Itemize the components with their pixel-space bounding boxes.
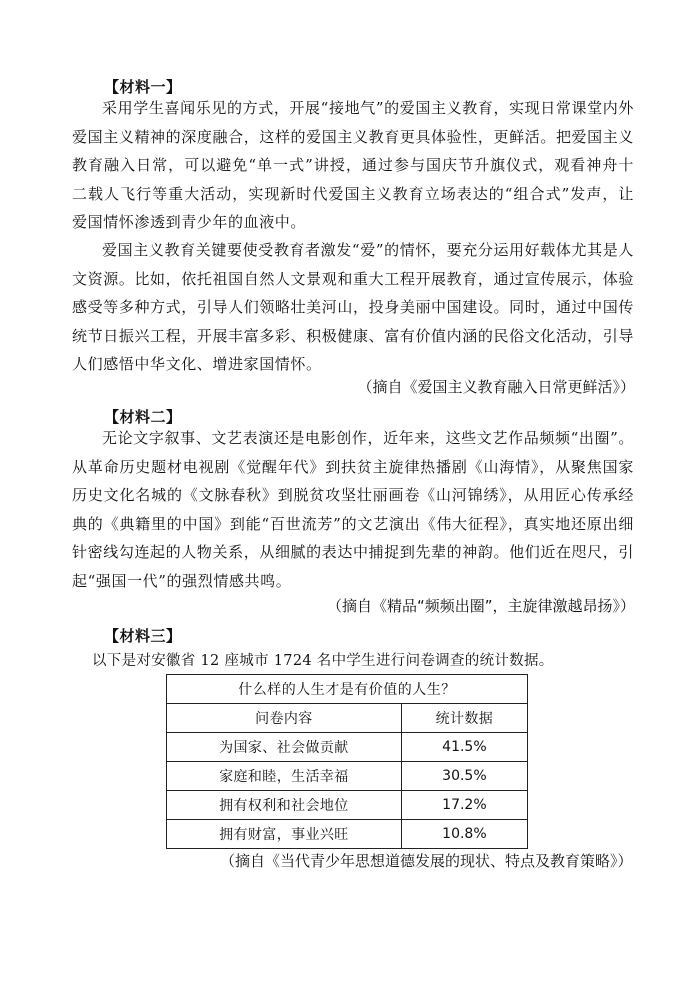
material-1-paragraph-1: 采用学生喜闻乐见的方式，开展“接地气”的爱国主义教育，实现日常课堂内外爱国主义精神的深度融合，这样的爱国主义教育更具体验性，更鲜活。把爱国主义教育融入日常，可以避免“单一式”讲授，通过参与国庆节升旗仪式，观看神舟十二载人飞行等重大活动，实现新时代爱国主义教育立场表达的“组合式”发声，让爱国情怀渗透到青少年的血液中。	[72, 99, 634, 231]
material-1-heading: 【材料一】	[104, 78, 182, 96]
material-1-paragraph-2: 爱国主义教育关键要使受教育者激发“爱”的情怀，要充分运用好载体尤其是人文资源。比如，依托祖国自然人文景观和重大工程开展教育，通过宣传展示，体验感受等多种方式，引导人们领略壮美河山，投身美丽中国建设。同时，通过中国传统节日振兴工程，开展丰富多彩、积极健康、富有价值内涵的民俗文化活动，引导人们感悟中华文化、增进家国情怀。	[72, 241, 634, 373]
material-3-intro: 以下是对安徽省 12 座城市 1724 名中学生进行问卷调查的统计数据。	[92, 653, 554, 669]
row-value: 41.5%	[401, 733, 527, 762]
table-row	[167, 762, 528, 791]
material-1-source: （摘自《爱国主义教育融入日常更鲜活》）	[357, 378, 635, 396]
row-label: 为国家、社会做贡献	[167, 733, 402, 762]
table-row	[167, 820, 528, 849]
row-label: 拥有财富，事业兴旺	[167, 820, 402, 849]
material-2-source: （摘自《精品“频频出圈”，主旋律激越昂扬》）	[326, 597, 635, 615]
column-header-value: 统计数据	[401, 704, 527, 733]
row-value: 10.8%	[401, 820, 527, 849]
material-2-paragraph-1: 无论文字叙事、文艺表演还是电影创作，近年来，这些文艺作品频频“出圈”。从革命历史题材电视剧《觉醒年代》到扶贫主旋律热播剧《山海情》，从聚焦国家历史文化名城的《文脉春秋》到脱贫攻坚壮丽画卷《山河锦绣》，从用匠心传承经典的《典籍里的中国》到能“百世流芳”的文艺演出《伟大征程》，真实地还原出细针密线勾连起的人物关系，从细腻的表达中捕捉到先辈的神韵。他们近在咫尺，引起“强国一代”的强烈情感共鸣。	[72, 429, 634, 590]
table-caption-row	[167, 675, 528, 704]
table-row	[167, 733, 528, 762]
column-header-question: 问卷内容	[167, 704, 402, 733]
material-3-heading: 【材料三】	[104, 627, 182, 645]
row-label: 拥有权利和社会地位	[167, 791, 402, 820]
row-label: 家庭和睦，生活幸福	[167, 762, 402, 791]
row-value: 30.5%	[401, 762, 527, 791]
survey-table	[166, 674, 528, 849]
table-row	[167, 791, 528, 820]
table-caption: 什么样的人生才是有价值的人生？	[167, 675, 528, 704]
material-3-source: （摘自《当代青少年思想道德发展的现状、特点及教育策略》）	[220, 852, 633, 870]
material-2-heading: 【材料二】	[104, 408, 182, 426]
row-value: 17.2%	[401, 791, 527, 820]
table-header-row	[167, 704, 528, 733]
